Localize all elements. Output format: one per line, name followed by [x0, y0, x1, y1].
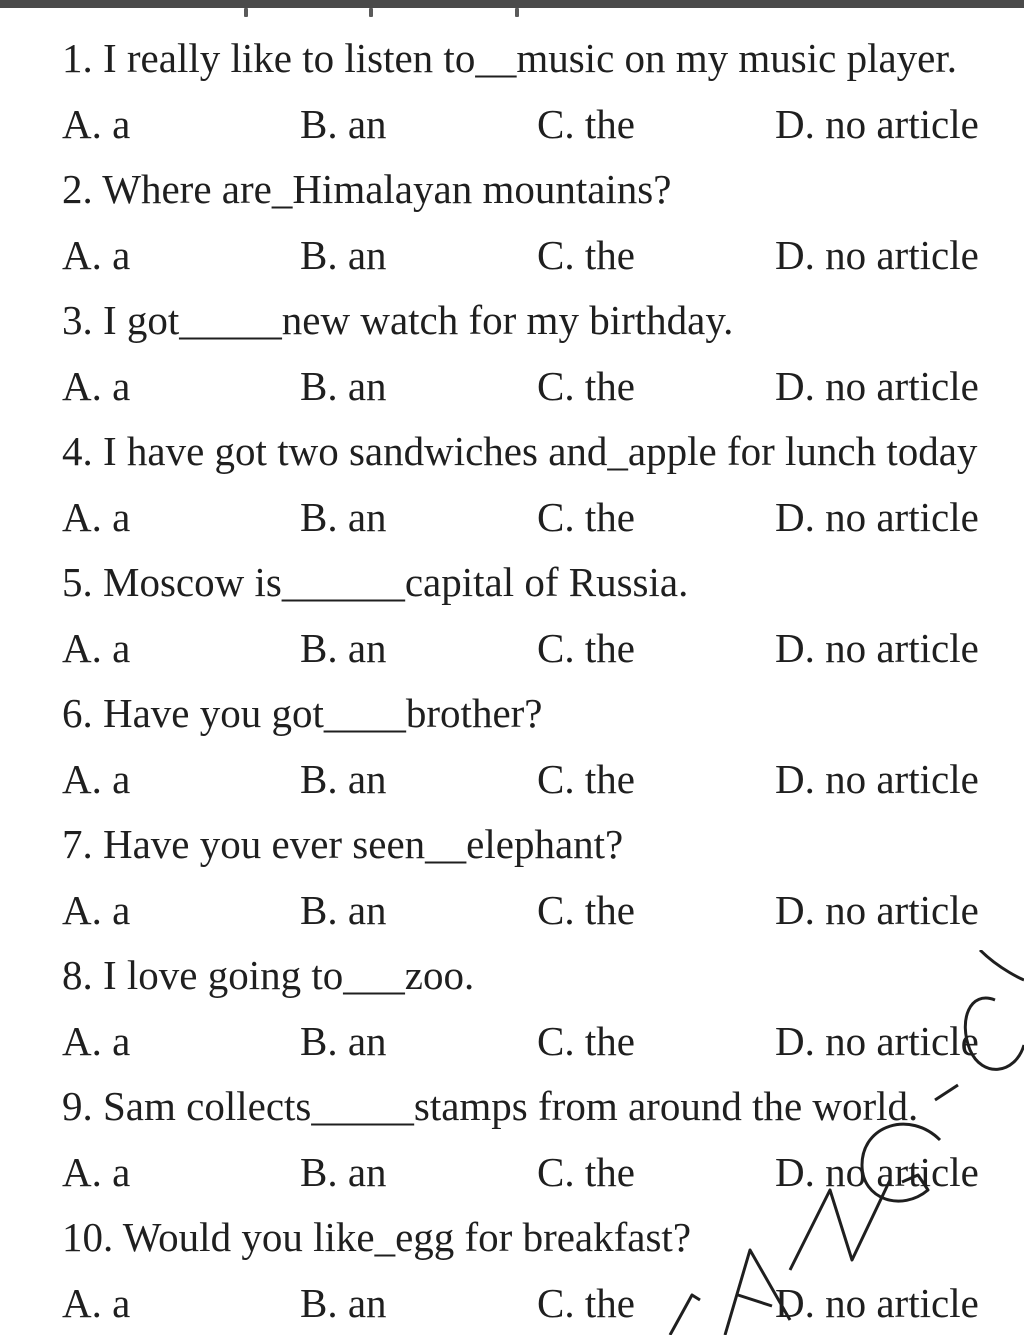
- answer-option-a[interactable]: A. a: [62, 1018, 131, 1064]
- question-number: 6.: [62, 690, 93, 736]
- answer-option-c[interactable]: C. the: [537, 1149, 635, 1195]
- question-text-after-blank: elephant?: [466, 821, 624, 867]
- question-text: [62, 1078, 918, 1134]
- question-block: [62, 1078, 1024, 1209]
- answer-option-a[interactable]: A. a: [62, 756, 131, 802]
- answer-options: [62, 1144, 1024, 1200]
- answer-blank[interactable]: _: [271, 166, 293, 212]
- answer-option-d[interactable]: D. no article: [775, 363, 979, 409]
- question-number: 5.: [62, 559, 93, 605]
- answer-option-a[interactable]: A. a: [62, 1280, 131, 1326]
- answer-option-d[interactable]: D. no article: [775, 625, 979, 671]
- answer-option-d[interactable]: D. no article: [775, 1149, 979, 1195]
- question-text: [62, 685, 543, 741]
- answer-options: [62, 358, 1024, 414]
- answer-blank[interactable]: _: [374, 1214, 396, 1260]
- question-text-before-blank: I have got two sandwiches and: [103, 428, 608, 474]
- question-text: [62, 30, 957, 86]
- answer-options: [62, 882, 1024, 938]
- article-worksheet: [62, 30, 1024, 1340]
- answer-option-a[interactable]: A. a: [62, 363, 131, 409]
- question-number: 2.: [62, 166, 93, 212]
- answer-option-a[interactable]: A. a: [62, 1149, 131, 1195]
- question-number: 10.: [62, 1214, 114, 1260]
- answer-option-d[interactable]: D. no article: [775, 1018, 979, 1064]
- question-number: 1.: [62, 35, 93, 81]
- answer-blank[interactable]: ____: [323, 690, 406, 736]
- question-block: [62, 816, 1024, 947]
- answer-option-c[interactable]: C. the: [537, 494, 635, 540]
- question-text: [62, 292, 733, 348]
- answer-option-b[interactable]: B. an: [300, 232, 387, 278]
- answer-option-b[interactable]: B. an: [300, 494, 387, 540]
- answer-option-a[interactable]: A. a: [62, 232, 131, 278]
- question-block: [62, 1209, 1024, 1340]
- answer-option-d[interactable]: D. no article: [775, 101, 979, 147]
- cropped-text-fragments: [0, 0, 1024, 22]
- question-text-after-blank: music on my music player.: [516, 35, 958, 81]
- answer-options: [62, 227, 1024, 283]
- question-text-after-blank: apple for lunch today: [627, 428, 978, 474]
- answer-option-a[interactable]: A. a: [62, 625, 131, 671]
- question-number: 8.: [62, 952, 93, 998]
- question-block: [62, 554, 1024, 685]
- answer-blank[interactable]: __: [425, 821, 467, 867]
- answer-options: [62, 1013, 1024, 1069]
- question-text-after-blank: egg for breakfast?: [395, 1214, 692, 1260]
- question-number: 4.: [62, 428, 93, 474]
- question-text-before-blank: Sam collects: [103, 1083, 312, 1129]
- question-text-after-blank: brother?: [405, 690, 543, 736]
- answer-option-d[interactable]: D. no article: [775, 756, 979, 802]
- question-text: [62, 554, 688, 610]
- question-text: [62, 816, 623, 872]
- answer-option-c[interactable]: C. the: [537, 887, 635, 933]
- question-text: [62, 161, 671, 217]
- answer-option-c[interactable]: C. the: [537, 101, 635, 147]
- question-text-before-blank: Would you like: [122, 1214, 375, 1260]
- answer-blank[interactable]: __: [475, 35, 517, 81]
- question-text-before-blank: Have you got: [103, 690, 324, 736]
- question-text-after-blank: Himalayan mountains?: [292, 166, 672, 212]
- question-block: [62, 30, 1024, 161]
- answer-blank[interactable]: _: [607, 428, 628, 474]
- answer-option-b[interactable]: B. an: [300, 887, 387, 933]
- answer-option-a[interactable]: A. a: [62, 494, 131, 540]
- question-text-after-blank: capital of Russia.: [404, 559, 689, 605]
- answer-option-d[interactable]: D. no article: [775, 887, 979, 933]
- answer-option-a[interactable]: A. a: [62, 887, 131, 933]
- question-block: [62, 292, 1024, 423]
- question-text-after-blank: new watch for my birthday.: [281, 297, 734, 343]
- question-text: [62, 947, 474, 1003]
- question-block: [62, 685, 1024, 816]
- answer-option-a[interactable]: A. a: [62, 101, 131, 147]
- question-text-before-blank: Moscow is: [103, 559, 282, 605]
- answer-options: [62, 751, 1024, 807]
- question-block: [62, 947, 1024, 1078]
- answer-options: [62, 1275, 1024, 1331]
- question-text-before-blank: I got: [103, 297, 180, 343]
- answer-option-b[interactable]: B. an: [300, 1149, 387, 1195]
- answer-option-c[interactable]: C. the: [537, 625, 635, 671]
- answer-option-b[interactable]: B. an: [300, 1280, 387, 1326]
- question-number: 3.: [62, 297, 93, 343]
- question-block: [62, 423, 1024, 554]
- answer-option-c[interactable]: C. the: [537, 1280, 635, 1326]
- answer-option-c[interactable]: C. the: [537, 1018, 635, 1064]
- answer-option-b[interactable]: B. an: [300, 756, 387, 802]
- answer-option-d[interactable]: D. no article: [775, 232, 979, 278]
- question-text-before-blank: I love going to: [103, 952, 344, 998]
- answer-option-d[interactable]: D. no article: [775, 494, 979, 540]
- answer-option-b[interactable]: B. an: [300, 363, 387, 409]
- answer-options: [62, 620, 1024, 676]
- answer-option-b[interactable]: B. an: [300, 625, 387, 671]
- answer-option-b[interactable]: B. an: [300, 101, 387, 147]
- question-text-after-blank: zoo.: [404, 952, 475, 998]
- question-text-before-blank: I really like to listen to: [103, 35, 476, 81]
- answer-option-d[interactable]: D. no article: [775, 1280, 979, 1326]
- answer-options: [62, 489, 1024, 545]
- question-text-after-blank: stamps from around the world.: [413, 1083, 919, 1129]
- answer-option-b[interactable]: B. an: [300, 1018, 387, 1064]
- question-number: 7.: [62, 821, 93, 867]
- question-number: 9.: [62, 1083, 93, 1129]
- answer-option-c[interactable]: C. the: [537, 756, 635, 802]
- question-text: [62, 423, 977, 479]
- question-text-before-blank: Where are: [102, 166, 272, 212]
- answer-option-c[interactable]: C. the: [537, 363, 635, 409]
- answer-options: [62, 96, 1024, 152]
- question-block: [62, 161, 1024, 292]
- answer-blank[interactable]: _____: [179, 297, 282, 343]
- question-text-before-blank: Have you ever seen: [103, 821, 426, 867]
- answer-blank[interactable]: _____: [311, 1083, 414, 1129]
- answer-blank[interactable]: ___: [343, 952, 405, 998]
- answer-blank[interactable]: ______: [281, 559, 405, 605]
- question-text: [62, 1209, 691, 1265]
- answer-option-c[interactable]: C. the: [537, 232, 635, 278]
